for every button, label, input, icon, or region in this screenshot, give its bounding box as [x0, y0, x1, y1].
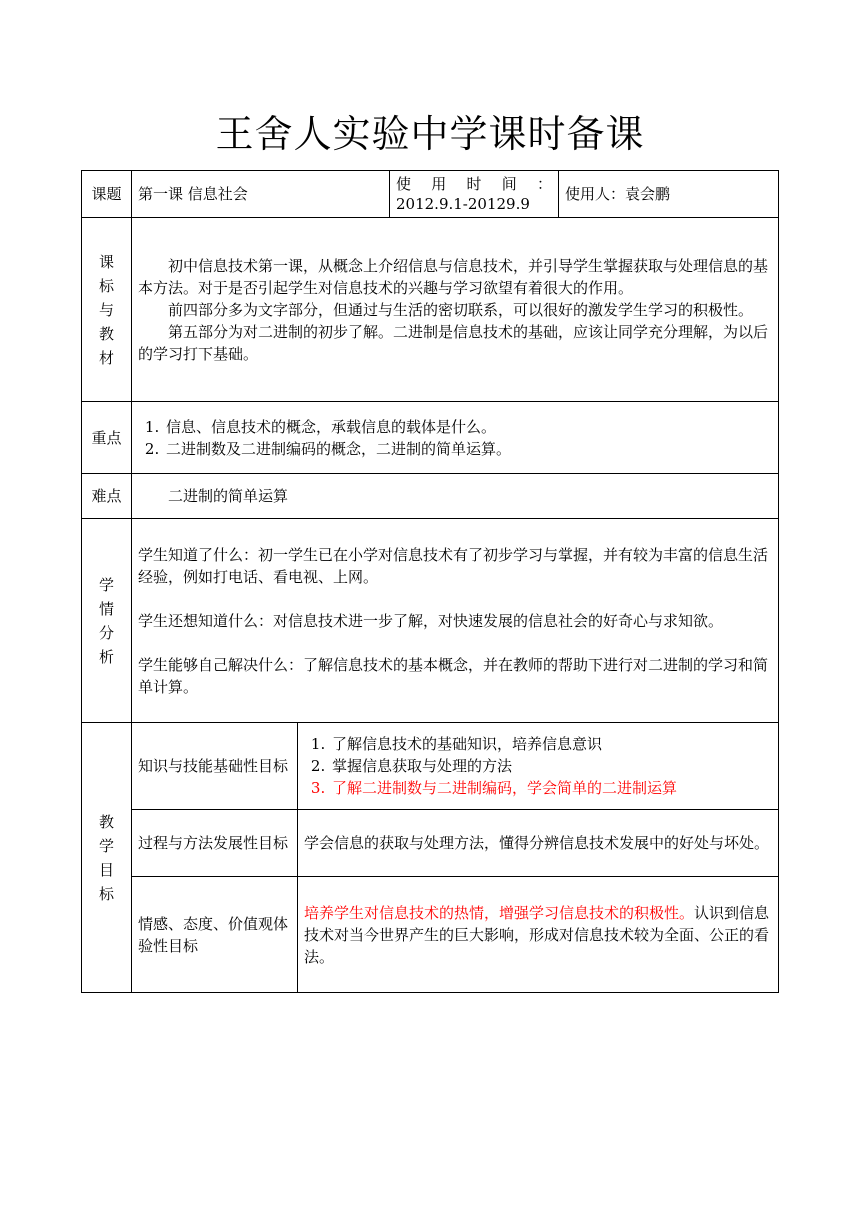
header-row	[82, 171, 779, 218]
knowledge-item-highlighted: 3. 了解二进制数与二进制编码，学会简单的二进制运算	[330, 777, 772, 799]
use-time-value: 2012.9.1-20129.9	[396, 195, 530, 213]
emotion-content	[298, 877, 779, 993]
curriculum-paragraph: 前四部分多为文字部分，但通过与生活的密切联系，可以很好的激发学生学习的积极性。	[168, 300, 754, 319]
use-time-cell	[390, 171, 559, 218]
topic-value: 第一课 信息社会	[132, 171, 390, 218]
use-time-label: 使 用 时 间 ：	[396, 175, 552, 193]
curriculum-content	[132, 218, 779, 402]
knowledge-item: 2. 掌握信息获取与处理的方法	[330, 755, 772, 777]
curriculum-label: 课标与教材	[98, 252, 114, 367]
curriculum-paragraph: 初中信息技术第一课，从概念上介绍信息与信息技术，并引导学生掌握获取与处理信息的基本方法。对于是否引起学生对信息技术的兴趣与学习欲望有着很大的作用。	[138, 256, 769, 297]
analysis-paragraph: 学生知道了什么：初一学生已在小学对信息技术有了初步学习与掌握，并有较为丰富的信息生活经验，例如打电话、看电视、上网。	[138, 545, 769, 586]
curriculum-paragraph: 第五部分为对二进制的初步了解。二进制是信息技术的基础，应该让同学充分理解，为以后的学习打下基础。	[138, 322, 769, 363]
knowledge-content	[298, 723, 779, 810]
topic-label: 课题	[82, 171, 132, 218]
difficulty-content	[132, 474, 779, 519]
lesson-plan-table	[81, 170, 779, 993]
difficulty-row	[82, 474, 779, 519]
analysis-paragraph: 学生还想知道什么：对信息技术进一步了解，对快速发展的信息社会的好奇心与求知欲。	[138, 611, 724, 630]
emotion-text-highlighted: 培养学生对信息技术的热情，增强学习信息技术的积极性。	[304, 903, 695, 922]
page-title: 王舍人实验中学课时备课	[215, 112, 645, 156]
emotion-label: 情感、态度、价值观体验性目标	[132, 877, 298, 993]
key-points-label: 重点	[82, 402, 132, 474]
process-label: 过程与方法发展性目标	[132, 810, 298, 877]
curriculum-row	[82, 218, 779, 402]
student-analysis-content	[132, 519, 779, 723]
key-points-row	[82, 402, 779, 474]
user-name: 使用人：袁会鹏	[559, 171, 779, 218]
emotion-text: 认识到信息技术对当今世界产生的巨大影响，形成对信息技术较为全面、公正的看法。	[304, 903, 770, 966]
objectives-label: 教学目标	[98, 812, 114, 903]
knowledge-label: 知识与技能基础性目标	[132, 723, 298, 810]
difficulty-label: 难点	[82, 474, 132, 519]
student-analysis-row	[82, 519, 779, 723]
key-point-item: 1. 信息、信息技术的概念，承载信息的载体是什么。	[164, 416, 772, 438]
objective-emotion-row	[82, 877, 779, 993]
difficulty-text: 二进制的简单运算	[168, 487, 289, 505]
analysis-paragraph: 学生能够自己解决什么：了解信息技术的基本概念，并在教师的帮助下进行对二进制的学习和简单计算。	[138, 655, 769, 696]
objective-process-row	[82, 810, 779, 877]
knowledge-item: 1. 了解信息技术的基础知识，培养信息意识	[330, 733, 772, 755]
key-points-content	[132, 402, 779, 474]
student-analysis-label: 学情分析	[98, 575, 114, 666]
process-text: 学会信息的获取与处理方法，懂得分辨信息技术发展中的好处与坏处。	[298, 810, 779, 877]
objective-knowledge-row	[82, 723, 779, 810]
key-point-item: 2. 二进制数及二进制编码的概念，二进制的简单运算。	[164, 438, 772, 460]
